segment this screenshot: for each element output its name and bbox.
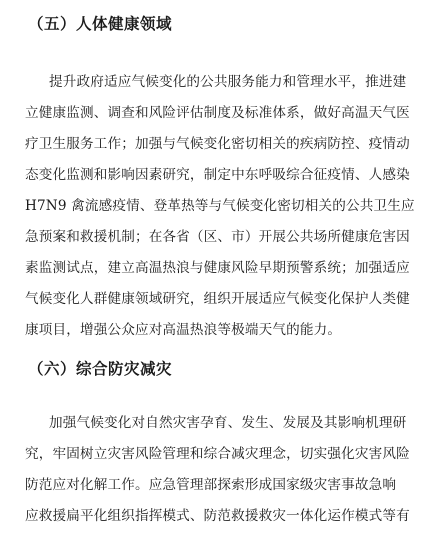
paragraph-line: 防范应对化解工作。应急管理部探索形成国家级灾害事故急响 — [25, 477, 397, 493]
paragraph-line: 应救援扁平化组织指挥模式、防范救援救灾一体化运作模式等有 — [25, 508, 410, 524]
section-heading-health: （五）人体健康领域 — [28, 15, 173, 33]
paragraph-line: 素监测试点，建立高温热浪与健康风险早期预警系统；加强适应 — [25, 260, 410, 276]
paragraph-line: 提升政府适应气候变化的公共服务能力和管理水平，推进建 — [49, 74, 407, 90]
paragraph-line: 康项目，增强公众应对高温热浪等极端天气的能力。 — [25, 322, 342, 338]
paragraph-line: 究，牢固树立灾害风险管理和综合减灾理念，切实强化灾害风险 — [25, 446, 410, 462]
section-heading-disaster: （六）综合防灾减灾 — [28, 360, 173, 378]
paragraph-line: 加强气候变化对自然灾害孕育、发生、发展及其影响机理研 — [49, 415, 407, 431]
paragraph-line: 立健康监测、调查和风险评估制度及标准体系，做好高温天气医 — [25, 105, 410, 121]
paragraph-line: 态变化监测和影响因素研究，制定中东呼吸综合征疫情、人感染 — [25, 167, 410, 183]
paragraph-line: 疗卫生服务工作；加强与气候变化密切相关的疾病防控、疫情动 — [25, 136, 410, 152]
paragraph-line: H7N9 禽流感疫情、登革热等与气候变化密切相关的公共卫生应 — [25, 198, 415, 214]
paragraph-line: 气候变化人群健康领域研究，组织开展适应气候变化保护人类健 — [25, 291, 410, 307]
paragraph-line: 急预案和救援机制；在各省（区、市）开展公共场所健康危害因 — [25, 229, 410, 245]
